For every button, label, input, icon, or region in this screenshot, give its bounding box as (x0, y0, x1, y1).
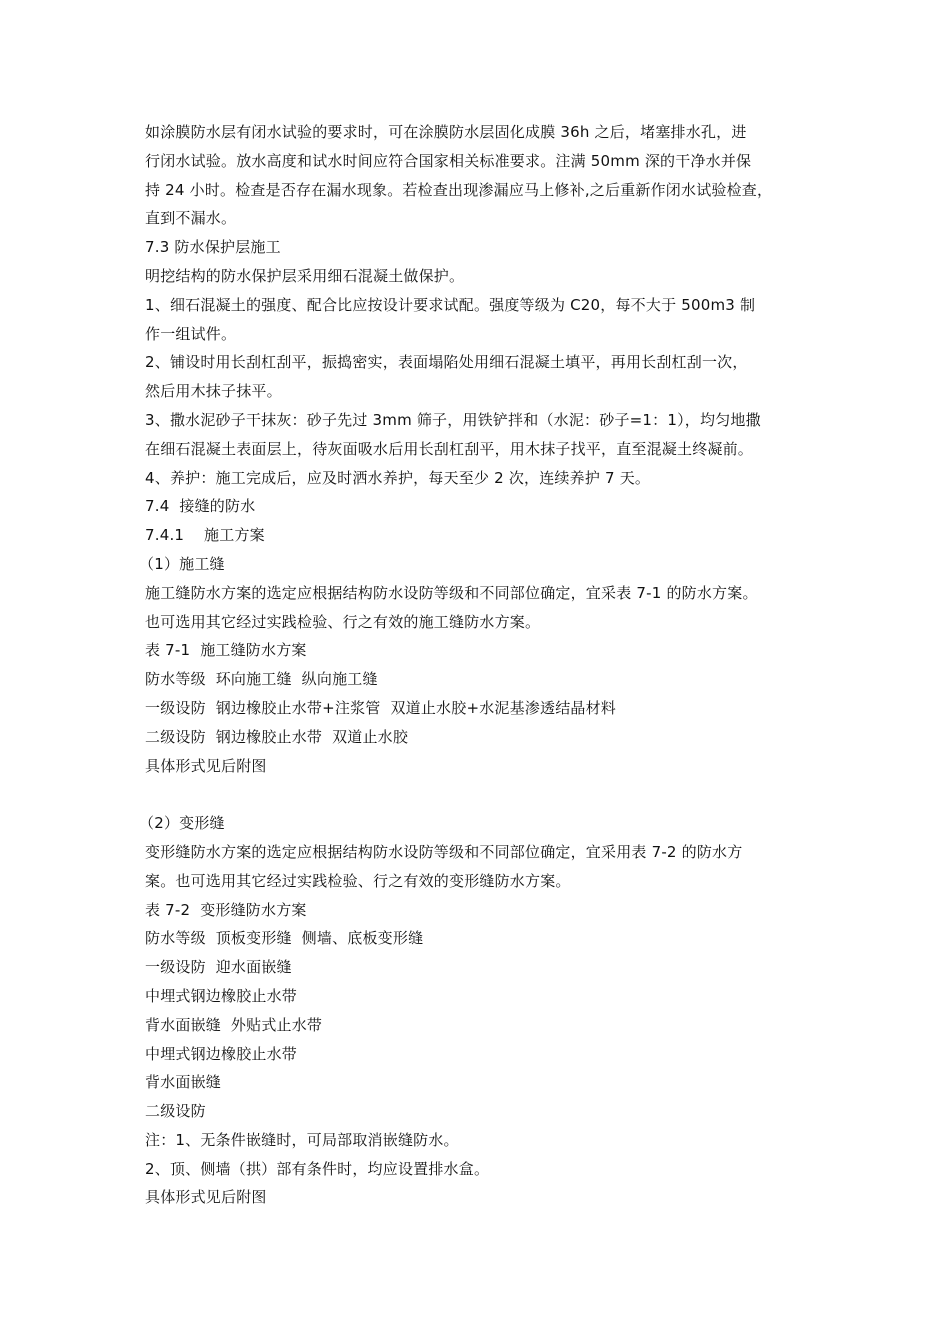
document-page (139, 118, 817, 1212)
table-row: 防水等级 顶板变形缝 侧墙、底板变形缝 (145, 929, 424, 948)
section-heading: 7.4 接缝的防水 (145, 497, 256, 516)
list-item-continued: 作一组试件。 (145, 324, 237, 343)
blank-line (145, 780, 817, 809)
paragraph-line: 具体形式见后附图 (145, 1188, 267, 1207)
table-row: 背水面嵌缝 (145, 1073, 222, 1092)
table-row: 一级设防 迎水面嵌缝 (145, 958, 292, 977)
table-caption: 表 7-2 变形缝防水方案 (145, 900, 307, 919)
table-row: 二级设防 (145, 1102, 206, 1121)
list-item: 1、细石混凝土的强度、配合比应按设计要求试配。强度等级为 C20，每不大于 500m3 制 (145, 295, 756, 314)
section-heading: 7.3 防水保护层施工 (145, 238, 281, 257)
table-row: 二级设防 钢边橡胶止水带 双道止水胶 (145, 727, 409, 746)
paragraph-line: 施工缝防水方案的选定应根据结构防水设防等级和不同部位确定，宜采表 7-1 的防水方案。 (145, 583, 758, 602)
table-row: 背水面嵌缝 外贴式止水带 (145, 1015, 323, 1034)
table-row: 防水等级 环向施工缝 纵向施工缝 (145, 670, 378, 689)
paragraph-line: 行闭水试验。放水高度和试水时间应符合国家相关标准要求。注满 50mm 深的干净水并保 (145, 151, 752, 170)
paragraph-line: 持 24 小时。检查是否存在漏水现象。若检查出现渗漏应马上修补,之后重新作闭水试验检查， (145, 180, 773, 199)
note-line: 注：1、无条件嵌缝时，可局部取消嵌缝防水。 (145, 1130, 459, 1149)
list-item-continued: 在细石混凝土表面层上，待灰面吸水后用长刮杠刮平，用木抹子找平，直至混凝土终凝前。 (145, 439, 754, 458)
subheading-construction-joint: （1）施工缝 (139, 554, 225, 573)
paragraph-line: 直到不漏水。 (145, 209, 237, 228)
paragraph-line: 也可选用其它经过实践检验、行之有效的施工缝防水方案。 (145, 612, 541, 631)
table-row: 中埋式钢边橡胶止水带 (145, 1044, 298, 1063)
note-line: 2、顶、侧墙（拱）部有条件时，均应设置排水盒。 (145, 1159, 490, 1178)
list-item: 4、养护：施工完成后，应及时洒水养护，每天至少 2 次，连续养护 7 天。 (145, 468, 651, 487)
list-item: 3、撒水泥砂子干抹灰：砂子先过 3mm 筛子，用铁铲拌和（水泥：砂子=1：1），均匀地撒 (145, 410, 761, 429)
paragraph-line: 具体形式见后附图 (145, 756, 267, 775)
table-caption: 表 7-1 施工缝防水方案 (145, 641, 307, 660)
subsection-heading: 7.4.1 施工方案 (145, 526, 265, 545)
paragraph-line: 变形缝防水方案的选定应根据结构防水设防等级和不同部位确定，宜采用表 7-2 的防水方 (145, 842, 743, 861)
paragraph-line: 明挖结构的防水保护层采用细石混凝土做保护。 (145, 266, 465, 285)
paragraph-line: 如涂膜防水层有闭水试验的要求时，可在涂膜防水层固化成膜 36h 之后，堵塞排水孔，进 (145, 123, 747, 141)
subheading-deformation-joint: （2）变形缝 (139, 814, 225, 833)
paragraph-line: 案。也可选用其它经过实践检验、行之有效的变形缝防水方案。 (145, 871, 571, 890)
table-row: 一级设防 钢边橡胶止水带+注浆管 双道止水胶+水泥基渗透结晶材料 (145, 698, 617, 717)
table-row: 中埋式钢边橡胶止水带 (145, 986, 298, 1005)
list-item-continued: 然后用木抹子抹平。 (145, 382, 282, 401)
list-item: 2、铺设时用长刮杠刮平，振捣密实，表面塌陷处用细石混凝土填平，再用长刮杠刮一次， (145, 353, 748, 372)
